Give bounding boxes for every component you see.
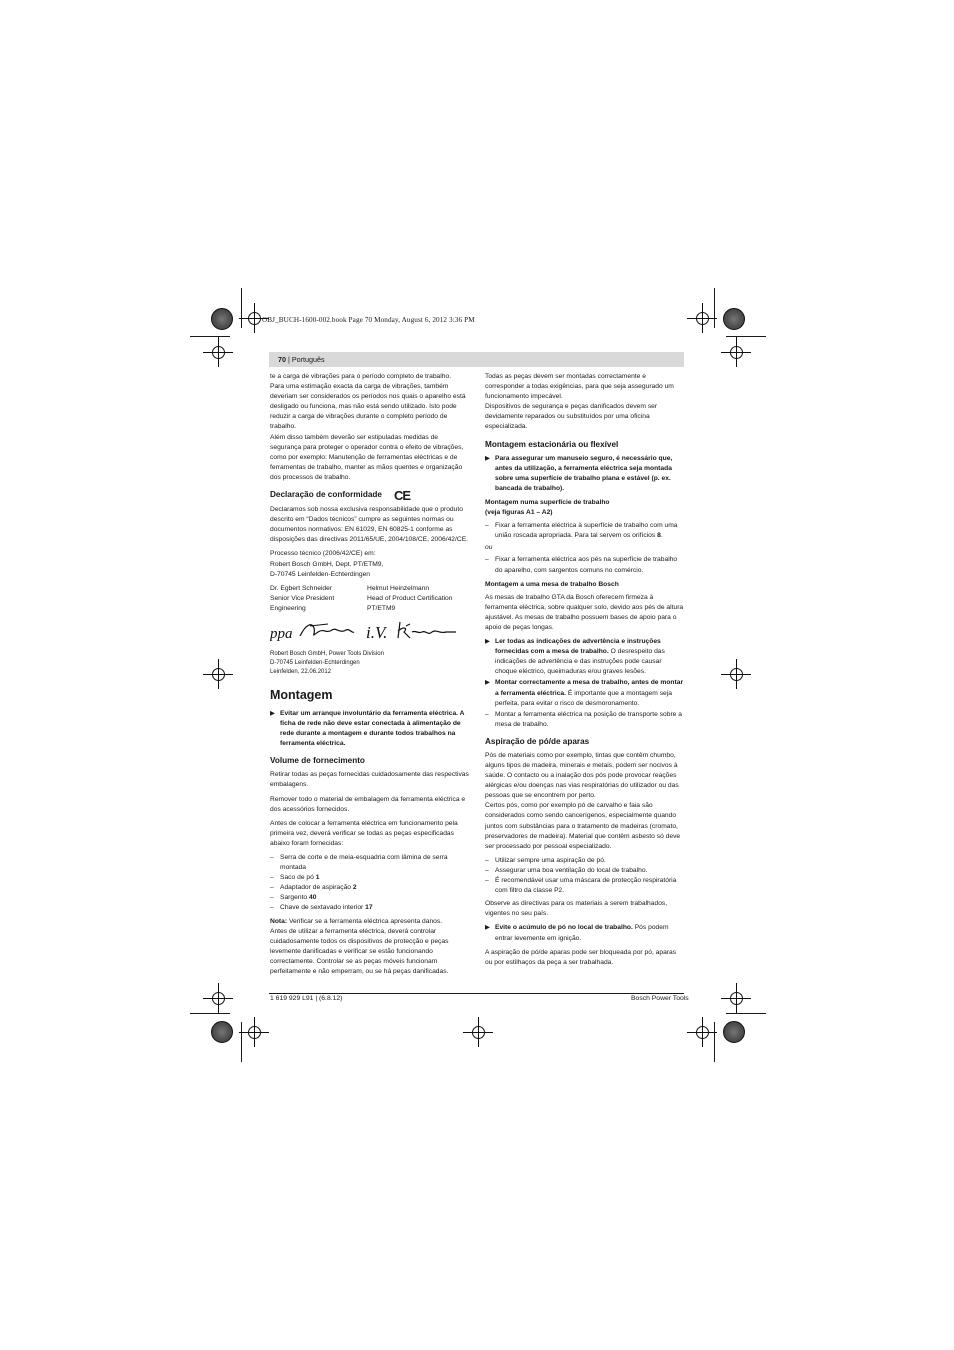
crop-line [714, 1022, 715, 1062]
page-number: 70 [278, 355, 286, 364]
registration-disc-icon [723, 1021, 745, 1043]
paragraph: Retirar todas as peças fornecidas cuidadosamente das respectivas embalagens. [270, 771, 469, 789]
footer-brand: Bosch Power Tools [631, 995, 689, 1002]
list-item-text: Sargento [280, 894, 309, 902]
list-item-text: É recomendável usar uma máscara de protecção respiratória com filtro da classe P2. [495, 877, 677, 895]
triangle-bullet-icon: ▶ [485, 454, 490, 462]
paragraph: A aspiração de pó/de aparas pode ser bloqueada por pó, aparas ou por estilhaços da peça a ser trabalhada. [485, 948, 677, 966]
subheading-line: (veja figuras A1 – A2) [485, 509, 553, 517]
sig-ppa: ppa [270, 625, 293, 642]
list-item: – Sargento 40 [270, 894, 317, 902]
section-heading-estacionaria: Montagem estacionária ou flexível [485, 439, 619, 449]
paragraph: Para uma estimação exacta da carga de vibrações, também deveriam ser considerados os períodos nos quais o aparelho está desligado ou funciona, mas não está sendo utilizado. Isto pode reduzir a carga de vibrações durante o completo período de trabalho. [270, 383, 466, 431]
paragraph: Pós de materiais como por exemplo, tintas que contêm chumbo, alguns tipos de madeira, minerais e metais, podem ser nocivos à saúde. O contacto ou a inalação dos pós pode provocar reações alérgicas e/ou doenças nas vias respiratórias do utilizador ou das pessoas que se encontrem por perto. [485, 751, 679, 800]
list-item: – Fixar a ferramenta eléctrica à superfície de trabalho com uma união roscada apropriada. Para tal servem os orifícios 8. [485, 522, 678, 540]
list-item-number: 1 [315, 874, 320, 882]
paragraph: Declaramos sob nossa exclusiva responsabilidade que o produto descrito em “Dados técnicos” cumpre as seguintes normas ou documentos normativos: EN 61029, EN 60825-1 conforme as disposições das directivas 2011/65/UE, 2004/108/CE, 2006/42/CE. [270, 506, 469, 544]
list-item-text: Chave de sextavado interior [280, 904, 366, 912]
paragraph: Observe as directivas para os materiais a serem trabalhados, vigentes no seu país. [485, 900, 668, 918]
signatory-title: Head of Product Certification [367, 594, 453, 602]
address-line: Leinfelden, 22.06.2012 [270, 668, 332, 675]
signatory-dept: Engineering [270, 604, 306, 612]
paragraph: Antes de utilizar a ferramenta eléctrica, deverá controlar cuidadosamente todos os dispositivos de protecção e peças levemente danificadas e verificar se estão funcionando correctamente. Controlar se as peças móveis funcionam perfeitamente e não emperram, ou se há peças danificadas. [270, 927, 449, 976]
list-item-number: 2 [352, 884, 357, 892]
list-item: – Chave de sextavado interior 17 [270, 904, 373, 912]
warning-bullet [485, 454, 684, 494]
registration-disc-icon [211, 1021, 233, 1043]
paragraph: Robert Bosch GmbH, Dept. PT/ETM9, [270, 560, 384, 568]
list-item-text: Montar a ferramenta eléctrica na posição de transporte sobre a mesa de trabalho. [495, 710, 682, 728]
section-heading-aspiracao: Aspiração de pó/de aparas [485, 736, 590, 746]
warning-bullet [485, 637, 684, 677]
supply-list [270, 853, 469, 914]
paragraph: Remover todo o material de embalagem da ferramenta eléctrica e dos acessórios fornecidos. [270, 795, 466, 813]
right-column [485, 372, 684, 972]
left-column [270, 372, 469, 981]
crop-line [726, 1013, 766, 1014]
list-item-text: . [660, 532, 663, 540]
subheading-mesa: Montagem a uma mesa de trabalho Bosch [485, 580, 619, 588]
signatory-name: Helmut Heinzelmann [367, 584, 430, 592]
address-line: Robert Bosch GmbH, Power Tools Division [270, 650, 384, 657]
page-header: 70 | Português [278, 355, 325, 364]
paragraph: As mesas de trabalho GTA da Bosch oferecem firmeza à ferramenta eléctrica, sobre qualquer solo, devido aos pés de altura ajustável. As mesas de trabalho possuem bases de apoio para o apoio de peças longas. [485, 593, 684, 631]
crop-line [714, 288, 715, 328]
heading-text: Declaração de conformidade [270, 490, 382, 500]
sig-iv: i.V. [366, 622, 388, 642]
address-block [270, 650, 469, 677]
dust-list [485, 856, 684, 896]
footer-doc-number: 1 619 929 L91 | (6.8.12) [270, 995, 343, 1002]
note-text: Verificar se a ferramenta eléctrica apresenta danos. [287, 917, 443, 925]
crop-line [241, 1022, 242, 1062]
list-item-text: Fixar a ferramenta eléctrica à superfície de trabalho com uma união roscada apropriada. Para tal servem os orifícios [495, 522, 678, 540]
list-item-text: Saco de pó [280, 874, 316, 882]
section-heading-montagem: Montagem [270, 687, 333, 702]
crop-line [190, 336, 230, 337]
paragraph: te a carga de vibrações para o período completo de trabalho. [270, 373, 452, 380]
signatory-table [270, 584, 469, 614]
crop-line [241, 288, 242, 328]
warning-bullet [485, 923, 684, 943]
warning-text: Montar correctamente a mesa de trabalho, antes de montar a ferramenta eléctrica. [495, 679, 684, 697]
list-item: – Adaptador de aspiração 2 [270, 884, 357, 892]
paragraph: Dispositivos de segurança e peças danificados devem ser devidamente reparados ou substituídos por uma oficina especializada. [485, 403, 658, 431]
list-item: – Utilizar sempre uma aspiração de pó. [485, 856, 606, 864]
section-heading-volume: Volume de fornecimento [270, 756, 365, 766]
signatures [270, 618, 469, 646]
book-info-line: OBJ_BUCH-1600-002.book Page 70 Monday, August 6, 2012 3:36 PM [262, 316, 475, 324]
list-item-number: 8 [657, 532, 661, 540]
list-item: – Saco de pó 1 [270, 874, 320, 882]
warning-detail: O desrespeito das indicações de advertência e das instruções pode causar choque eléctrico, queimaduras e/ou graves lesões. [495, 648, 665, 676]
handwritten-signatures-icon [270, 618, 469, 646]
note [270, 917, 469, 927]
section-heading-declaration [270, 488, 469, 504]
paragraph: Antes de colocar a ferramenta eléctrica em funcionamento pela primeira vez, deverá verificar se todas as peças especificadas abaixo foram fornecidas: [270, 819, 458, 847]
warning-detail: É importante que a montagem seja perfeita, para evitar o risco de desmoronamento. [495, 689, 672, 707]
list-item-text: Utilizar sempre uma aspiração de pó. [495, 856, 606, 864]
registration-disc-icon [723, 308, 745, 330]
page-header-bar [269, 352, 684, 367]
paragraph: Além disso também deverão ser estipuladas medidas de segurança para proteger o operador contra o efeito de vibrações, como por exemplo: Manutenção de ferramentas eléctricas e de ferramentas de trabalho, manter as mãos quentes e organização dos processos de trabalho. [270, 433, 464, 481]
warning-text: Evite o acúmulo de pó no local de trabalho. [495, 924, 633, 932]
signatory-title: Senior Vice President [270, 594, 335, 602]
list-item: – Montar a ferramenta eléctrica na posição de transporte sobre a mesa de trabalho. [485, 710, 682, 728]
paragraph: Todas as peças devem ser montadas correctamente e corresponder a todas exigências, para que seja assegurado um funcionamento impecável. [485, 373, 674, 401]
list-item-text: Serra de corte e de meia-esquadria com lâmina de serra montada [280, 854, 448, 872]
warning-bullet [485, 678, 684, 708]
footer-rule [269, 993, 684, 994]
triangle-bullet-icon: ▶ [485, 679, 490, 687]
registration-disc-icon [211, 308, 233, 330]
signatory-name: Dr. Egbert Schneider [270, 584, 333, 592]
list-item: – Assegurar uma boa ventilação do local de trabalho. [485, 866, 648, 874]
list-item: – É recomendável usar uma máscara de protecção respiratória com filtro da classe P2. [485, 877, 677, 895]
crop-line [726, 336, 766, 337]
warning-text: Ler todas as indicações de advertência e instruções fornecidas com a mesa de trabalho. [495, 638, 661, 656]
warning-detail: Pós podem entrar levemente em ignição. [495, 924, 669, 942]
warning-text: Para assegurar um manuseio seguro, é necessário que, antes da utilização, a ferramenta eléctrica seja montada sobre uma superfície de trabalho plana e estável (p. ex. bancada de trabalho). [495, 454, 673, 492]
triangle-bullet-icon: ▶ [485, 638, 490, 646]
subheading-line: Montagem numa superfície de trabalho [485, 498, 610, 506]
signatory-dept: PT/ETM9 [367, 604, 396, 612]
list-item: – Fixar a ferramenta eléctrica aos pés na superfície de trabalho do aparelho, com sargentos comuns no comércio. [485, 556, 678, 574]
warning-text: Evitar um arranque involuntário da ferramenta eléctrica. A ficha de rede não deve estar conectada à alimentação de rede durante a montagem e durante todos trabalhos na ferramenta eléctrica. [280, 709, 465, 748]
list-item-text: Assegurar uma boa ventilação do local de trabalho. [495, 866, 648, 874]
paragraph: D-70745 Leinfelden-Echterdingen [270, 570, 371, 578]
crop-line [190, 1013, 230, 1014]
paragraph: Processo técnico (2006/42/CE) em: [270, 550, 376, 558]
ce-mark-icon: CE [393, 488, 410, 504]
page-language: Português [291, 355, 325, 364]
or-label: ou [485, 544, 493, 552]
list-item-text: Adaptador de aspiração [280, 884, 353, 892]
list-item-number: 40 [309, 894, 317, 902]
note-label: Nota: [270, 917, 288, 925]
address-line: D-70745 Leinfelden-Echterdingen [270, 659, 360, 666]
subheading-superficie [485, 498, 684, 518]
triangle-bullet-icon: ▶ [485, 924, 490, 932]
list-item-text: Fixar a ferramenta eléctrica aos pés na superfície de trabalho do aparelho, com sargentos comuns no comércio. [495, 556, 678, 574]
paragraph: Certos pós, como por exemplo pó de carvalho e faia são considerados como sendo cancerígenos, especialmente quando juntos com substâncias para o tratamento de madeiras (cromato, preservadores de madeira). Material que contêm asbesto só deve ser processado por pessoal especializado. [485, 802, 681, 850]
triangle-bullet-icon: ▶ [270, 709, 275, 717]
warning-bullet [270, 709, 469, 749]
list-item-number: 17 [365, 904, 373, 912]
list-item: – Serra de corte e de meia-esquadria com lâmina de serra montada [270, 854, 448, 872]
